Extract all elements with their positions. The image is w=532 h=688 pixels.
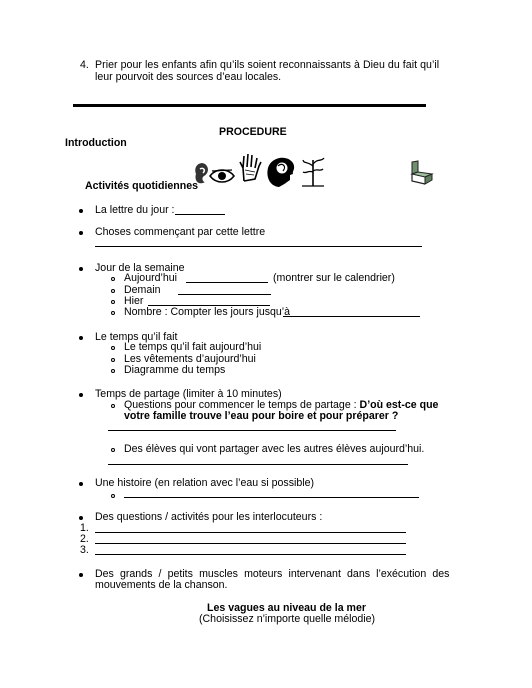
question-blank-3[interactable] bbox=[95, 554, 406, 555]
question-blank-1[interactable] bbox=[95, 532, 406, 533]
bullet bbox=[79, 209, 83, 213]
aujourdhui-label: Aujourd’hui bbox=[124, 272, 178, 284]
section-divider bbox=[73, 104, 426, 107]
sub-bullet bbox=[111, 369, 115, 373]
eye-icon bbox=[209, 168, 235, 184]
sub-bullet bbox=[111, 404, 115, 408]
partage-question-line-2: votre famille trouve l’eau pour boire et pour préparer ? bbox=[124, 410, 399, 422]
nombre-label: Nombre : Compter les jours jusqu’à bbox=[124, 306, 291, 318]
temps-label: Le temps qu’il fait bbox=[95, 331, 178, 343]
sub-bullet bbox=[111, 448, 115, 452]
aujourdhui-blank[interactable] bbox=[186, 282, 268, 283]
hand-icon bbox=[238, 152, 262, 182]
demain-blank[interactable] bbox=[178, 294, 271, 295]
partage-question-plain: Questions pour commencer le temps de partage : bbox=[124, 399, 357, 411]
bullet bbox=[79, 573, 83, 577]
lettre-label: La lettre du jour : bbox=[95, 204, 175, 216]
question-number-1: 1. bbox=[80, 522, 89, 534]
eleves-label: Des élèves qui vont partager avec les autres élèves aujourd’hui. bbox=[124, 443, 425, 455]
bullet bbox=[79, 516, 83, 520]
question-blank-2[interactable] bbox=[95, 543, 406, 544]
semaine-label: Jour de la semaine bbox=[95, 262, 185, 274]
hier-label: Hier bbox=[124, 295, 144, 307]
prayer-line-1: Prier pour les enfants afin qu’ils soient reconnaissants à Dieu du fait qu’il bbox=[95, 59, 440, 71]
muscles-line-1: Des grands / petits muscles moteurs intervenant dans l’exécution des bbox=[95, 568, 450, 580]
question-number-2: 2. bbox=[80, 533, 89, 545]
sub-bullet bbox=[111, 358, 115, 362]
sub-bullet bbox=[111, 311, 115, 315]
plant-icon bbox=[300, 152, 326, 188]
partage-label: Temps de partage (limiter à 10 minutes) bbox=[95, 388, 282, 400]
nombre-blank[interactable] bbox=[283, 316, 420, 317]
chair-icon bbox=[408, 158, 436, 186]
bullet bbox=[79, 393, 83, 397]
calendrier-note: (montrer sur le calendrier) bbox=[273, 272, 395, 284]
song-title: Les vagues au niveau de la mer bbox=[207, 602, 366, 614]
muscles-line-2: mouvements de la chanson. bbox=[95, 579, 228, 591]
sub-bullet bbox=[111, 277, 115, 281]
lettre-blank[interactable] bbox=[175, 214, 225, 215]
partage-answer-blank[interactable] bbox=[108, 430, 396, 431]
questions-label: Des questions / activités pour les interlocuteurs : bbox=[95, 511, 323, 523]
bullet bbox=[79, 231, 83, 235]
choses-label: Choses commençant par cette lettre bbox=[95, 226, 266, 238]
item-number: 4. bbox=[80, 59, 89, 71]
activites-heading: Activités quotidiennes bbox=[85, 180, 199, 192]
eleves-blank[interactable] bbox=[108, 464, 408, 465]
prayer-line-2: leur pourvoit des sources d’eau locales. bbox=[95, 71, 282, 83]
sub-bullet bbox=[111, 346, 115, 350]
sub-bullet bbox=[111, 289, 115, 293]
histoire-label: Une histoire (en relation avec l’eau si possible) bbox=[95, 477, 315, 489]
temps-sub-3: Diagramme du temps bbox=[124, 364, 226, 376]
question-number-3: 3. bbox=[80, 544, 89, 556]
histoire-blank[interactable] bbox=[124, 497, 419, 498]
bullet bbox=[79, 267, 83, 271]
temps-sub-1: Le temps qu’il fait aujourd’hui bbox=[124, 341, 262, 353]
introduction-heading: Introduction bbox=[65, 137, 127, 149]
head-profile-icon bbox=[265, 154, 297, 188]
demain-label: Demain bbox=[124, 284, 161, 296]
bullet bbox=[79, 336, 83, 340]
sub-bullet bbox=[111, 300, 115, 304]
procedure-heading: PROCEDURE bbox=[219, 126, 287, 138]
temps-sub-2: Les vêtements d’aujourd’hui bbox=[124, 353, 256, 365]
choses-blank[interactable] bbox=[95, 246, 422, 247]
song-subtitle: (Choisissez n’importe quelle mélodie) bbox=[199, 613, 376, 625]
partage-question-bold: D’où est-ce que bbox=[359, 399, 439, 411]
bullet bbox=[79, 482, 83, 486]
sub-bullet bbox=[111, 494, 115, 498]
